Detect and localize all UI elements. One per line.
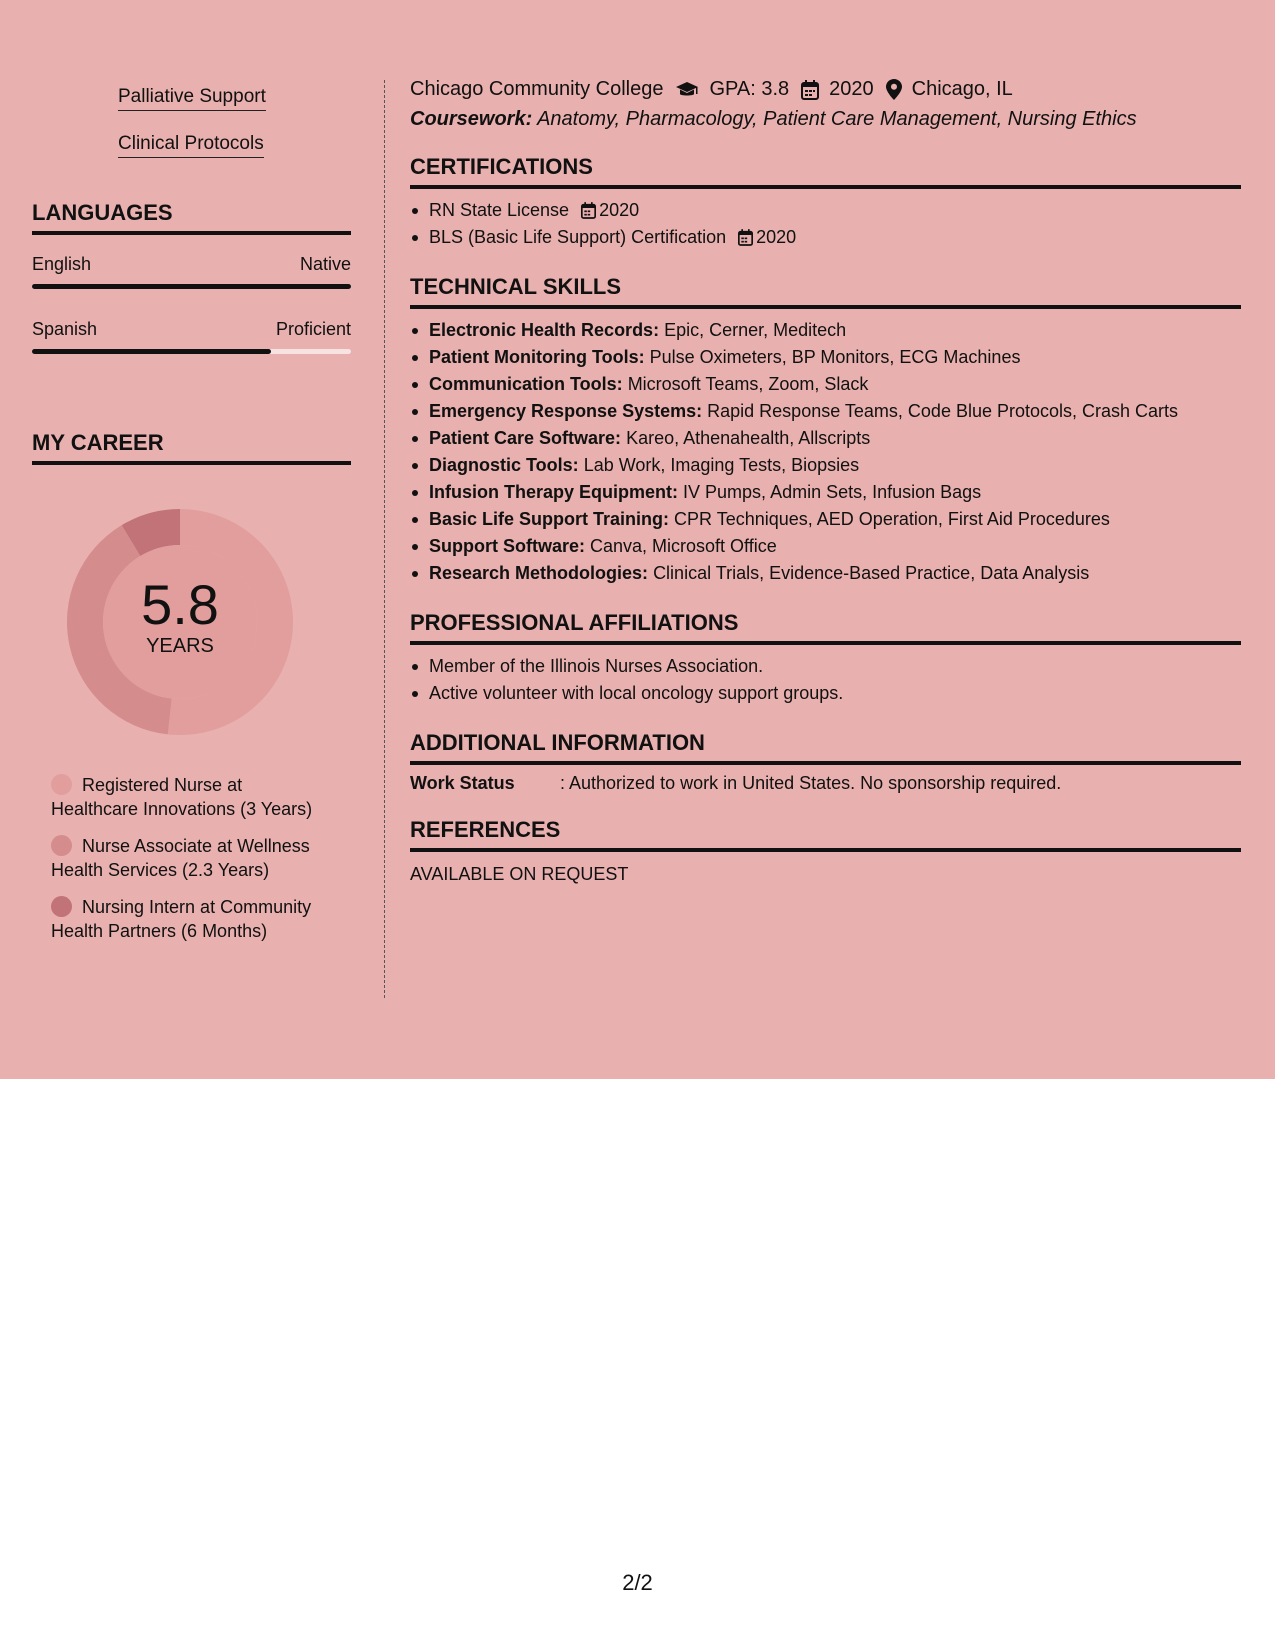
technical-skill-item [410, 452, 1241, 479]
technical-skills-heading: TECHNICAL SKILLS [410, 274, 1241, 309]
skill-values: Canva, Microsoft Office [590, 536, 777, 556]
career-legend [32, 773, 332, 943]
skill-values: Rapid Response Teams, Code Blue Protocols, Crash Carts [707, 401, 1179, 421]
references-text: AVAILABLE ON REQUEST [410, 864, 629, 884]
languages-heading: LANGUAGES [32, 200, 351, 235]
skill-category: Basic Life Support Training: [429, 509, 670, 529]
legend-label: Registered Nurse at Healthcare Innovations (3 Years) [51, 775, 313, 819]
page-number: 2/2 [622, 1570, 653, 1595]
career-legend-item [51, 773, 332, 821]
skill-values: Microsoft Teams, Zoom, Slack [627, 374, 869, 394]
coursework-line [410, 108, 1241, 131]
skill-category: Emergency Response Systems: [429, 401, 703, 421]
technical-skill-item [410, 425, 1241, 452]
technical-skill-item [410, 371, 1241, 398]
certification-name: RN State License [429, 200, 570, 220]
location-pin-icon [886, 79, 902, 100]
technical-skill-item [410, 344, 1241, 371]
affiliations-heading: PROFESSIONAL AFFILIATIONS [410, 610, 1241, 645]
right-column [410, 78, 1241, 885]
legend-label: Nurse Associate at Wellness Health Services (2.3 Years) [51, 836, 310, 880]
language-item [32, 319, 351, 354]
skill-values: CPR Techniques, AED Operation, First Aid Procedures [674, 509, 1110, 529]
column-divider [384, 80, 385, 998]
skill-values: Clinical Trials, Evidence-Based Practice, Data Analysis [653, 563, 1090, 583]
legend-label: Nursing Intern at Community Health Partners (6 Months) [51, 897, 312, 941]
technical-skill-item [410, 317, 1241, 344]
technical-skill-item [410, 398, 1241, 425]
career-total-unit: YEARS [146, 635, 214, 657]
graduation-cap-icon [675, 81, 699, 99]
references-heading: REFERENCES [410, 817, 1241, 852]
career-legend-item [51, 834, 332, 882]
legend-dot-icon [51, 896, 72, 917]
affiliations-list [410, 653, 1241, 707]
location: Chicago, IL [911, 78, 1013, 100]
certification-item [410, 197, 1241, 224]
technical-skill-item [410, 479, 1241, 506]
technical-skills-list [410, 317, 1241, 587]
gpa: GPA: 3.8 [709, 78, 790, 100]
technical-skill-item [410, 560, 1241, 587]
skill-values: Kareo, Athenahealth, Allscripts [626, 428, 871, 448]
donut-center [65, 573, 295, 658]
certifications-list [410, 197, 1241, 251]
affiliation-item: Member of the Illinois Nurses Association. [410, 653, 1241, 680]
skill-category: Diagnostic Tools: [429, 455, 579, 475]
skill-category: Electronic Health Records: [429, 320, 660, 340]
skill-tag: Palliative Support [118, 86, 266, 111]
skill-category: Patient Monitoring Tools: [429, 347, 645, 367]
certifications-heading: CERTIFICATIONS [410, 154, 1241, 189]
career-donut [65, 507, 295, 737]
career-legend-item [51, 895, 332, 943]
certification-year: 2020 [599, 200, 640, 220]
work-status-label: Work Status [410, 773, 515, 793]
legend-dot-icon [51, 835, 72, 856]
language-name: English [32, 254, 92, 274]
legend-dot-icon [51, 774, 72, 795]
skill-category: Support Software: [429, 536, 585, 556]
additional-info-heading: ADDITIONAL INFORMATION [410, 730, 1241, 765]
skills-tail-list [32, 76, 351, 170]
language-level: Native [299, 254, 351, 274]
school-name: Chicago Community College [410, 78, 664, 100]
skill-values: Epic, Cerner, Meditech [664, 320, 847, 340]
technical-skill-item [410, 506, 1241, 533]
graduation-year: 2020 [829, 78, 874, 100]
education-line [410, 78, 1241, 101]
language-bar-fill [32, 349, 271, 354]
skill-category: Communication Tools: [429, 374, 623, 394]
language-name: Spanish [32, 319, 98, 339]
certification-year: 2020 [756, 227, 797, 247]
calendar-icon [801, 80, 819, 100]
skill-category: Infusion Therapy Equipment: [429, 482, 679, 502]
work-status-value: : Authorized to work in United States. No sponsorship required. [560, 773, 1062, 793]
skill-tag: Clinical Protocols [118, 133, 264, 158]
technical-skill-item [410, 533, 1241, 560]
skill-category: Patient Care Software: [429, 428, 622, 448]
career-heading: MY CAREER [32, 430, 351, 465]
career-total-value: 5.8 [141, 573, 219, 636]
language-bar-fill [32, 284, 351, 289]
skill-values: IV Pumps, Admin Sets, Infusion Bags [683, 482, 982, 502]
skill-values: Lab Work, Imaging Tests, Biopsies [583, 455, 860, 475]
affiliation-item: Active volunteer with local oncology support groups. [410, 680, 1241, 707]
language-bar [32, 349, 351, 354]
work-status-row [410, 773, 1241, 794]
coursework-value: Anatomy, Pharmacology, Patient Care Management, Nursing Ethics [537, 108, 1137, 130]
language-bar [32, 284, 351, 289]
skill-category: Research Methodologies: [429, 563, 649, 583]
skill-values: Pulse Oximeters, BP Monitors, ECG Machines [649, 347, 1021, 367]
certification-item [410, 224, 1241, 251]
coursework-label: Coursework: [410, 108, 533, 130]
language-level: Proficient [275, 319, 351, 339]
certification-name: BLS (Basic Life Support) Certification [429, 227, 727, 247]
calendar-icon [581, 202, 596, 219]
calendar-icon [738, 229, 753, 246]
left-column [32, 76, 351, 956]
language-item [32, 254, 351, 289]
